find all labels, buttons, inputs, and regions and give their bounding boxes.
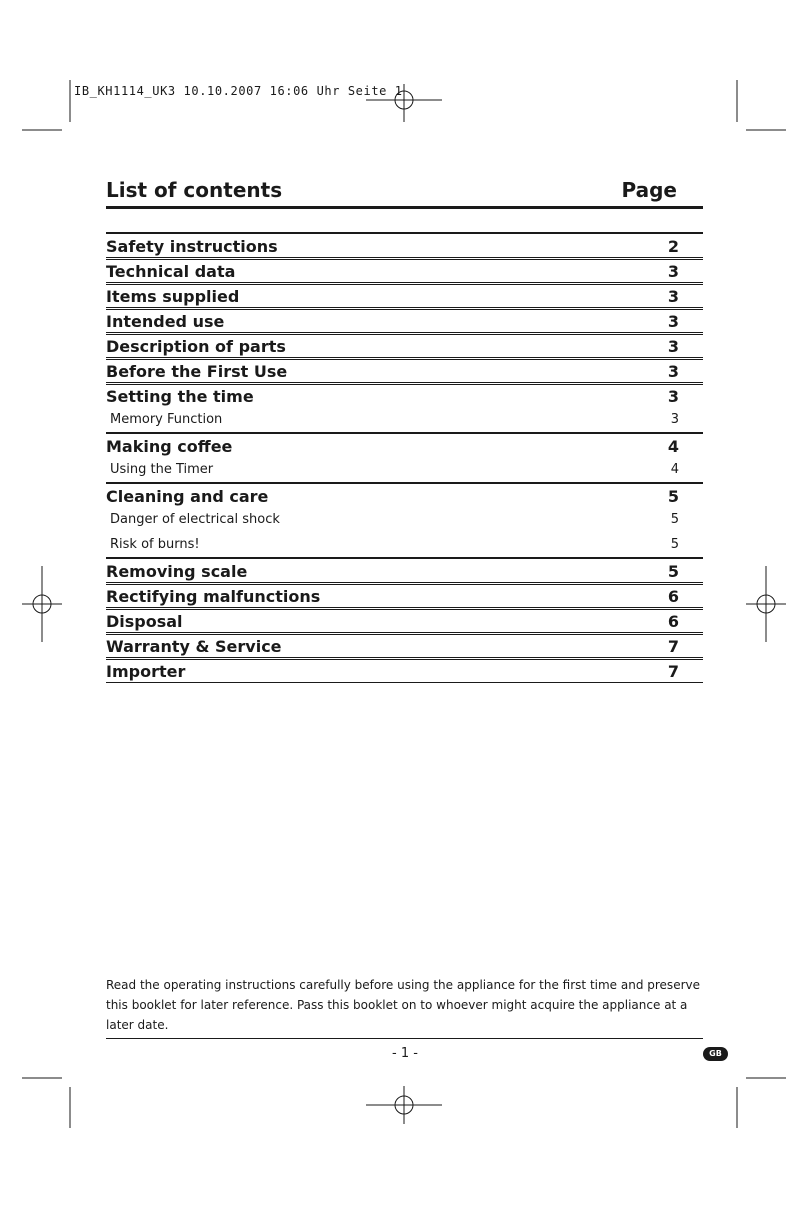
toc-page-label: Page [621,178,677,202]
toc-subentry [106,407,703,432]
toc-entry-label: Danger of electrical shock [110,512,280,527]
footer-note: Read the operating instructions carefully before using the appliance for the first time and preserve this booklet for later reference. Pass this booklet on to whoever might acquire the appliance at a later date. [106,978,700,1032]
toc-subentry [106,532,703,557]
toc-entry-page: 4 [670,462,679,477]
toc-entry [106,582,703,607]
toc-entry-page: 7 [667,662,679,681]
toc-entry [106,607,703,632]
toc-entry-label: Before the First Use [106,362,288,381]
toc-entry-page: 5 [667,486,679,506]
toc-entry-label: Technical data [106,262,236,281]
toc-end-rule [106,682,703,683]
toc-entry-label: Cleaning and care [106,486,269,506]
toc-entry-page: 3 [667,337,679,356]
toc-entry-page: 6 [667,612,679,631]
toc-entry-label: Risk of burns! [110,537,200,552]
toc-subentry [106,457,703,482]
toc-entry [106,232,703,257]
toc-entry-page: 2 [667,236,679,256]
toc-entry [106,282,703,307]
toc-entry-page: 7 [667,637,679,656]
toc-entry-label: Intended use [106,312,225,331]
toc-entry [106,632,703,657]
toc-entry-label: Importer [106,662,186,681]
toc-entry-page: 5 [670,512,679,527]
toc-header [106,176,703,204]
toc-entry-label: Rectifying malfunctions [106,587,321,606]
header-rule [106,206,703,209]
toc-entry-label: Disposal [106,612,183,631]
toc-entry [106,657,703,682]
toc-entry-label: Removing scale [106,561,248,581]
page-number: - 1 - [392,1046,418,1061]
toc-entry-label: Description of parts [106,337,286,356]
language-badge: GB [703,1047,728,1061]
toc-entry [106,432,703,457]
toc-entry-page: 4 [667,436,679,456]
toc-entry-label: Items supplied [106,287,240,306]
toc-entry-label: Making coffee [106,436,233,456]
toc-entry-page: 3 [670,412,679,427]
toc-entry-page: 5 [667,561,679,581]
toc-entry-page: 3 [667,362,679,381]
toc-subentry [106,507,703,532]
toc-entry [106,557,703,582]
registration-mark-right [746,566,786,642]
registration-mark-left [22,566,62,642]
toc-entry [106,332,703,357]
toc-entry [106,357,703,382]
registration-mark-bottom [366,1086,442,1124]
toc-entry [106,257,703,282]
registration-mark-top [366,84,442,122]
toc-entry-label: Setting the time [106,387,254,406]
toc-entry-label: Safety instructions [106,236,278,256]
toc-entry-label: Memory Function [110,412,223,427]
toc-entry-label: Warranty & Service [106,637,282,656]
toc-entry-label: Using the Timer [110,462,214,477]
toc-title: List of contents [106,178,283,202]
toc-entry-page: 3 [667,312,679,331]
toc-entry-page: 6 [667,587,679,606]
toc-entry [106,482,703,507]
toc-entry [106,307,703,332]
toc-entry [106,382,703,407]
footer-rule [106,1038,703,1039]
toc-entry-page: 3 [667,387,679,406]
table-of-contents [106,232,703,683]
print-slug: IB_KH1114_UK3 10.10.2007 16:06 Uhr Seite 1 [74,84,403,98]
toc-entry-page: 5 [670,537,679,552]
toc-entry-page: 3 [667,262,679,281]
toc-entry-page: 3 [667,287,679,306]
